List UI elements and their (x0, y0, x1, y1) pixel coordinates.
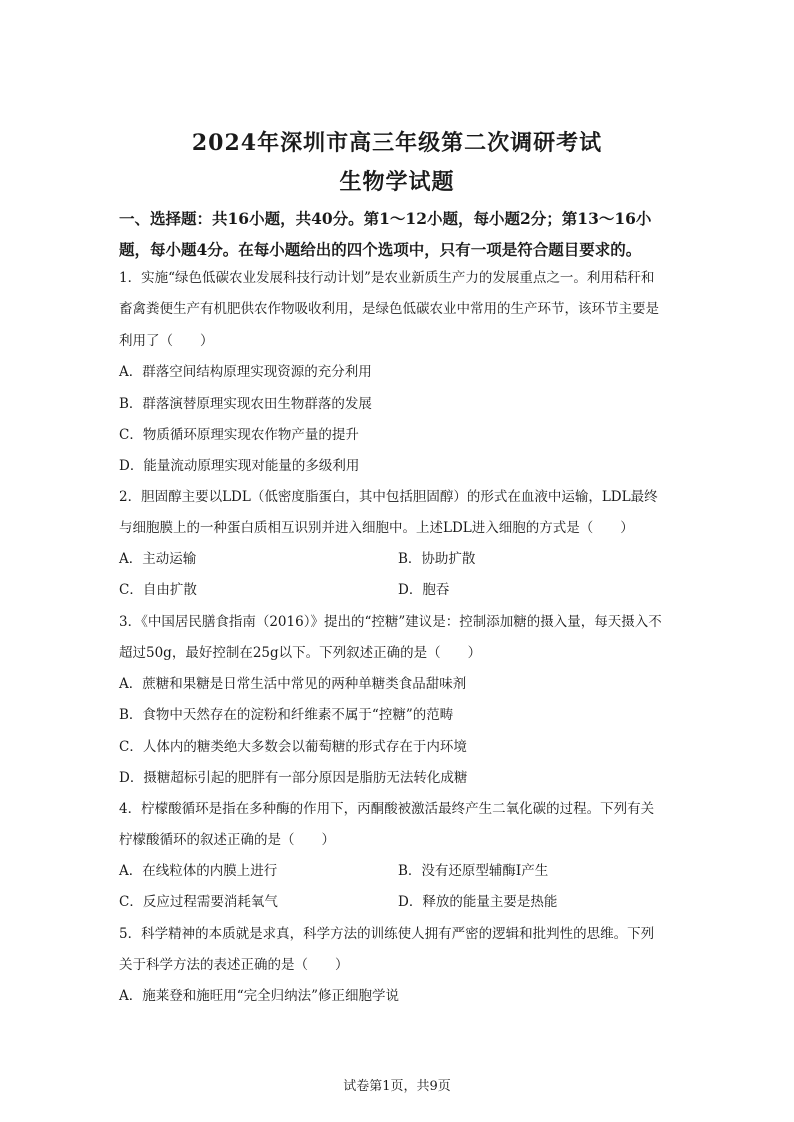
q2-option-d: D．胞吞 (398, 582, 450, 598)
q1-option-a: A．群落空间结构原理实现资源的充分利用 (119, 364, 372, 380)
q1-stem-line-3: 利用了（ ） (119, 333, 214, 349)
q3-option-a: A．蔗糖和果糖是日常生活中常见的两种单糖类食品甜味剂 (119, 676, 467, 692)
exam-subtitle: 生物学试题 (339, 169, 455, 195)
q4-stem-line-1: 4．柠檬酸循环是指在多种酶的作用下，丙酮酸被激活最终产生二氧化碳的过程。下列有关 (119, 801, 655, 817)
q3-option-b: B．食物中天然存在的淀粉和纤维素不属于“控糖”的范畴 (119, 707, 454, 723)
q1-option-d: D．能量流动原理实现对能量的多级利用 (119, 458, 360, 474)
q1-stem-line-1: 1．实施“绿色低碳农业发展科技行动计划”是农业新质生产力的发展重点之一。利用秸秆和 (119, 270, 655, 286)
q4-stem-line-2: 柠檬酸循环的叙述正确的是（ ） (119, 832, 335, 848)
q4-option-c: C．反应过程需要消耗氧气 (119, 894, 278, 910)
q1-stem-line-2: 畜禽粪便生产有机肥供农作物吸收利用，是绿色低碳农业中常用的生产环节，该环节主要是 (119, 301, 659, 317)
q2-option-b: B．协助扩散 (398, 551, 476, 567)
q4-option-a: A．在线粒体的内膜上进行 (119, 863, 278, 879)
q5-stem-line-2: 关于科学方法的表述正确的是（ ） (119, 957, 349, 973)
page-footer: 试卷第1页，共9页 (343, 1079, 451, 1094)
q3-stem-line-2: 超过50g，最好控制在25g以下。下列叙述正确的是（ ） (119, 645, 482, 661)
section-line-2: 题，每小题4分。在每小题给出的四个选项中，只有一项是符合题目要求的。 (119, 240, 642, 259)
q2-option-c: C．自由扩散 (119, 582, 197, 598)
q4-option-b: B．没有还原型辅酶Ⅰ产生 (398, 863, 549, 879)
q5-option-a: A．施莱登和施旺用“完全归纳法”修正细胞学说 (119, 988, 400, 1004)
q1-option-c: C．物质循环原理实现农作物产量的提升 (119, 427, 359, 443)
q2-stem-line-1: 2．胆固醇主要以LDL（低密度脂蛋白，其中包括胆固醇）的形式在血液中运输，LDL最终 (119, 489, 658, 505)
q3-stem-line-1: 3．《中国居民膳食指南（2016）》提出的“控糖”建议是：控制添加糖的摄入量，每天摄入不 (119, 614, 662, 630)
q4-option-d: D．释放的能量主要是热能 (398, 894, 558, 910)
q2-option-a: A．主动运输 (119, 551, 197, 567)
q3-option-d: D．摄糖超标引起的肥胖有一部分原因是脂肪无法转化成糖 (119, 770, 468, 786)
exam-title: 2024年深圳市高三年级第二次调研考试 (191, 130, 603, 156)
section-instructions (119, 203, 679, 265)
q2-stem-line-2: 与细胞膜上的一种蛋白质相互识别并进入细胞中。上述LDL进入细胞的方式是（ ） (119, 520, 634, 536)
section-line-1: 一、选择题：共16小题，共40分。第1～12小题，每小题2分；第13～16小 (119, 209, 652, 228)
q3-option-c: C．人体内的糖类绝大多数会以葡萄糖的形式存在于内环境 (119, 739, 467, 755)
q1-option-b: B．群落演替原理实现农田生物群落的发展 (119, 396, 372, 412)
q5-stem-line-1: 5．科学精神的本质就是求真，科学方法的训练使人拥有严密的逻辑和批判性的思维。下列 (119, 926, 655, 942)
